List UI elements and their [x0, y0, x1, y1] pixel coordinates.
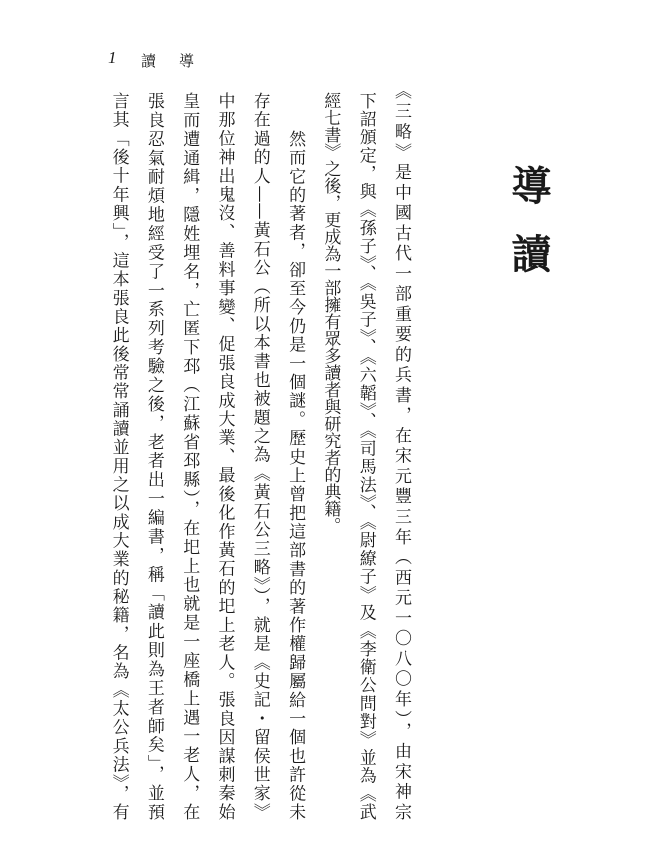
- text-column: 張良忍氣耐煩地經受了一系列考驗之後，老者出一編書，稱「讀此則為王者師矣」，並預: [143, 92, 164, 820]
- text-column: 中那位神出鬼沒、善料事變、促張良成大業、最後化作黃石的圯上老人。張良因謀刺秦始: [214, 92, 235, 820]
- text-column: 《三略》是中國古代一部重要的兵書，在宋元豐三年（西元一〇八〇年），由宋神宗: [391, 82, 411, 820]
- text-column: 存在過的人——黃石公（所以本書也被題之為《黃石公三略》），就是《史記・留侯世家》: [249, 92, 270, 820]
- text-column: 言其「後十年興」，這本張良此後常常誦讀並用之以成大業的秘籍，名為《太公兵法》，有: [108, 92, 129, 820]
- text-column: 下詔頒定，與《孫子》、《吳子》、《六韜》、《司馬法》、《尉繚子》及《李衛公問對》並為《武: [355, 92, 376, 820]
- page-number: 1: [108, 48, 117, 67]
- running-header-char: 讀: [141, 52, 157, 70]
- text-column: 皇而遭通緝，隱姓埋名，亡匿下邳（江蘇省邳縣），在圯上也就是一座橋上遇一老人，在: [179, 92, 200, 820]
- running-header-char: 導: [179, 52, 195, 70]
- text-column: 經七書》之後，更成為一部擁有眾多讀者與研究者的典籍。: [320, 92, 341, 534]
- chapter-title: 導讀: [505, 165, 552, 301]
- text-column: 然而它的著者，卻至今仍是一個謎。歷史上曾把這部書的著作權歸屬給一個也許從未: [285, 130, 306, 820]
